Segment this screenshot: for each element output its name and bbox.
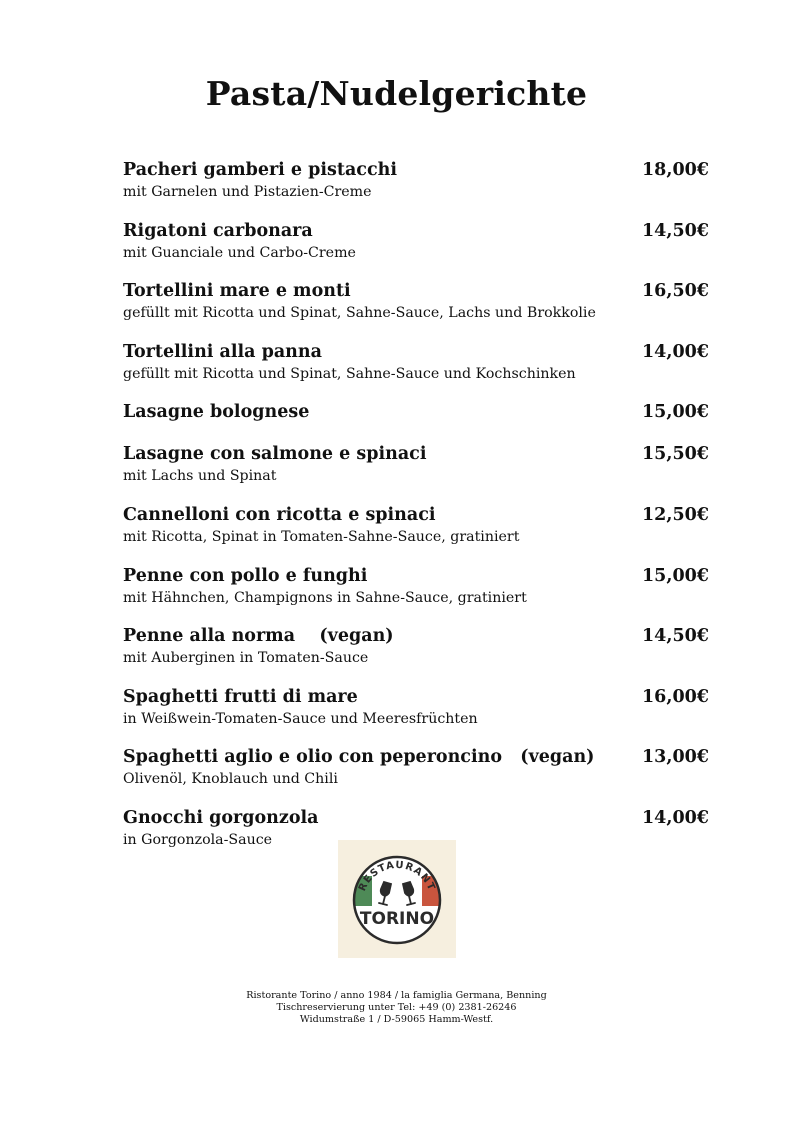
dish-price: 14,00€ <box>642 807 709 828</box>
logo-name: TORINO <box>359 909 435 929</box>
menu-item <box>123 160 713 221</box>
dish-name: Tortellini mare e monti <box>123 281 351 302</box>
dish-price: 12,50€ <box>642 504 709 525</box>
menu-item <box>123 566 713 627</box>
dish-price: 14,00€ <box>642 341 709 362</box>
dish-price: 15,00€ <box>642 402 709 423</box>
menu-item <box>123 221 713 282</box>
dish-name: Cannelloni con ricotta e spinaci <box>123 504 436 525</box>
dish-name: Lasagne bolognese <box>123 402 310 423</box>
menu-item <box>123 402 713 444</box>
dish-description: mit Garnelen und Pistazien-Creme <box>123 184 372 200</box>
dish-price: 14,50€ <box>642 220 709 241</box>
dish-description: gefüllt mit Ricotta und Spinat, Sahne-Sauce, Lachs und Brokkolie <box>123 305 596 322</box>
dish-description: mit Hähnchen, Champignons in Sahne-Sauce, gratiniert <box>123 589 527 606</box>
dish-name: Spaghetti aglio e olio con peperoncino (vegan) <box>123 747 595 768</box>
menu-item <box>123 505 713 566</box>
dish-price: 18,00€ <box>642 160 709 180</box>
menu-item <box>123 281 713 342</box>
dish-price: 14,50€ <box>642 626 709 647</box>
footer-line: Tischreservierung unter Tel: +49 (0) 2381-26246 <box>276 1002 517 1013</box>
dish-description: gefüllt mit Ricotta und Spinat, Sahne-Sauce und Kochschinken <box>123 365 576 382</box>
menu-item <box>123 444 713 505</box>
menu-item <box>123 747 713 808</box>
dish-description: mit Auberginen in Tomaten-Sauce <box>123 650 369 667</box>
restaurant-logo <box>338 840 456 958</box>
dish-name: Tortellini alla panna <box>123 341 322 362</box>
dish-price: 13,00€ <box>642 747 709 768</box>
dish-price: 15,00€ <box>642 565 709 586</box>
menu-item <box>123 342 713 403</box>
dish-description: Olivenöl, Knoblauch und Chili <box>123 771 338 788</box>
dish-price: 16,00€ <box>642 686 709 707</box>
dish-name: Penne alla norma (vegan) <box>123 626 394 647</box>
dish-description: mit Ricotta, Spinat in Tomaten-Sahne-Sauce, gratiniert <box>123 528 520 545</box>
dish-name: Gnocchi gorgonzola <box>123 807 319 828</box>
dish-name: Rigatoni carbonara <box>123 220 313 241</box>
logo-arc-text: RESTAURANT <box>357 859 437 894</box>
footer-line: Ristorante Torino / anno 1984 / la famiglia Germana, Benning <box>246 990 547 1001</box>
footer <box>0 990 793 1026</box>
menu-item <box>123 626 713 687</box>
dish-description: mit Lachs und Spinat <box>123 468 277 485</box>
menu-item <box>123 687 713 748</box>
dish-description: in Weißwein-Tomaten-Sauce und Meeresfrüchten <box>123 710 478 727</box>
dish-price: 16,50€ <box>642 281 709 302</box>
dish-name: Penne con pollo e funghi <box>123 565 368 586</box>
dish-description: mit Guanciale und Carbo-Creme <box>123 244 356 261</box>
footer-line: Widumstraße 1 / D-59065 Hamm-Westf. <box>299 1014 494 1025</box>
dish-price: 15,50€ <box>642 444 709 465</box>
page-title: Pasta/Nudelgerichte <box>205 74 588 113</box>
dish-name: Lasagne con salmone e spinaci <box>123 444 427 465</box>
menu-list <box>123 160 713 869</box>
dish-description: in Gorgonzola-Sauce <box>123 831 273 848</box>
dish-name: Spaghetti frutti di mare <box>123 686 358 707</box>
dish-name: Pacheri gamberi e pistacchi <box>123 160 397 180</box>
